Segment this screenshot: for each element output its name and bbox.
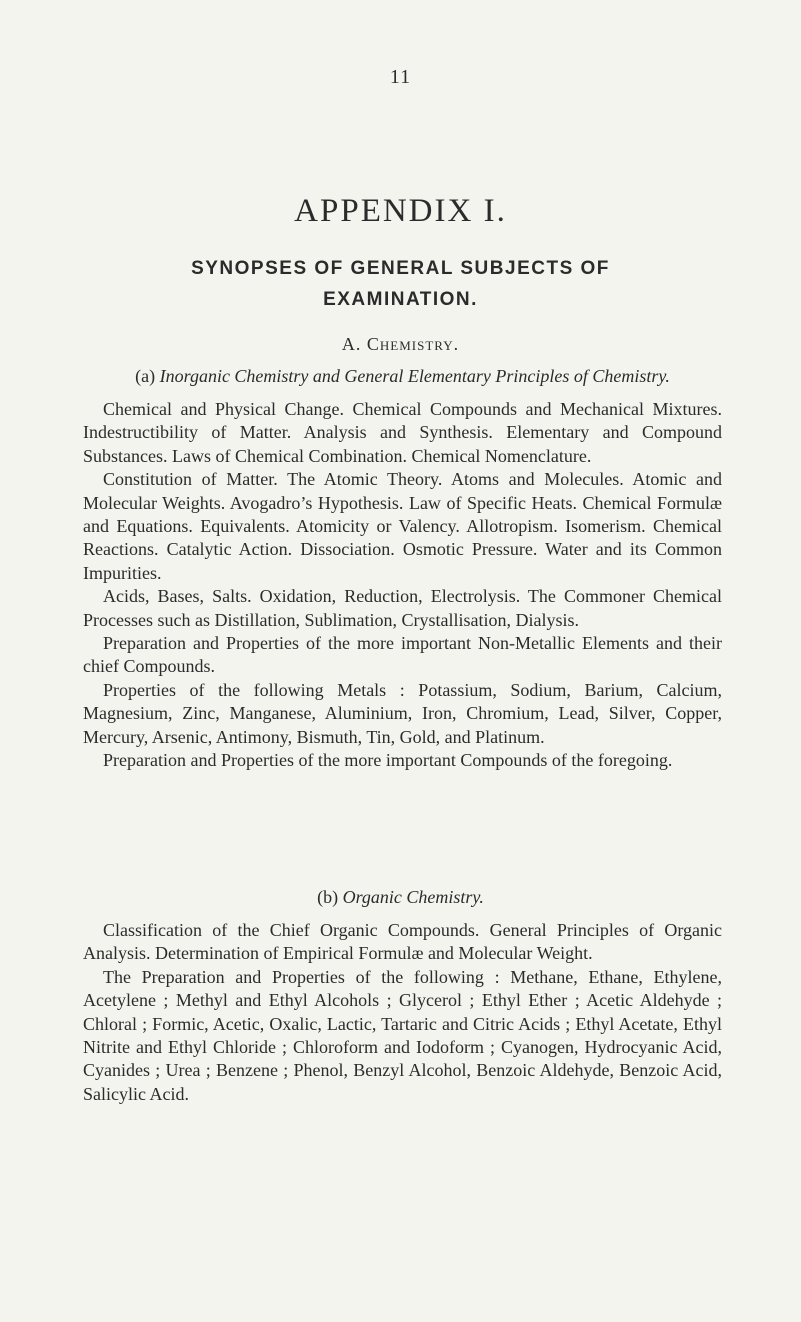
paragraph: Properties of the following Metals : Potassium, Sodium, Barium, Calcium, Magnesium, Zinc, Manganese, Aluminium, Iron, Chromium, Lead, Silver, Copper, Mercury, Arsenic, Antimony, Bismuth, Tin, Gold, and Platinum. [83, 679, 722, 747]
paragraph: Acids, Bases, Salts. Oxidation, Reduction, Electrolysis. The Commoner Chemical Processes such as Distillation, Sublimation, Crystallisation, Dialysis. [83, 586, 722, 630]
section-heading: A. Chemistry. [341, 334, 460, 354]
paragraph: Classification of the Chief Organic Compounds. General Principles of Organic Analysis. Determination of Empirical Formulæ and Molecular Weight. [83, 920, 722, 964]
subsection-a-mark: (a) [135, 366, 156, 386]
subsection-a-body [83, 398, 722, 773]
appendix-title: APPENDIX I. [294, 193, 507, 229]
subsection-b-heading [0, 887, 801, 908]
synopses-title [0, 253, 801, 315]
subsection-b-mark: (b) [317, 887, 339, 907]
paragraph: Preparation and Properties of the more important Non-Metallic Elements and their chief Compounds. [83, 633, 722, 677]
subsection-b-title: Organic Chemistry. [342, 887, 484, 907]
page-number: 11 [389, 66, 412, 88]
paragraph: Chemical and Physical Change. Chemical Compounds and Mechanical Mixtures. Indestructibility of Matter. Analysis and Synthesis. Elementary and Compound Substances. Laws of Chemical Combination. Chemical Nomenclature. [83, 399, 722, 466]
subsection-a-heading [83, 366, 722, 387]
paragraph: Constitution of Matter. The Atomic Theory. Atoms and Molecules. Atomic and Molecular Weights. Avogadro’s Hypothesis. Law of Specific Heats. Chemical Formulæ and Equations. Equivalents. Atomicity or Valency. Allotropism. Isomerism. Chemical Reactions. Catalytic Action. Dissociation. Osmotic Pressure. Water and its Common Impurities. [83, 469, 722, 583]
subsection-b-body [83, 919, 722, 1106]
paragraph: Preparation and Properties of the more important Compounds of the foregoing. [103, 750, 673, 771]
paragraph: The Preparation and Properties of the following : Methane, Ethane, Ethylene, Acetylene ; Methyl and Ethyl Alcohols ; Glycerol ; Ethyl Ether ; Acetic Aldehyde ; Chloral ; Formic, Acetic, Oxalic, Lactic, Tartaric and Citric Acids ; Ethyl Acetate, Ethyl Nitrite and Ethyl Chloride ; Chloroform and Iodoform ; Cyanogen, Hydrocyanic Acid, Cyanides ; Urea ; Benzene ; Phenol, Benzyl Alcohol, Benzoic Aldehyde, Benzoic Acid, Salicylic Acid. [83, 966, 722, 1104]
subsection-a-title: Inorganic Chemistry and General Elementary Principles of Chemistry. [159, 366, 670, 386]
synopses-title-line1: SYNOPSES OF GENERAL SUBJECTS OF [191, 258, 610, 279]
synopses-title-line2: EXAMINATION. [323, 289, 478, 310]
